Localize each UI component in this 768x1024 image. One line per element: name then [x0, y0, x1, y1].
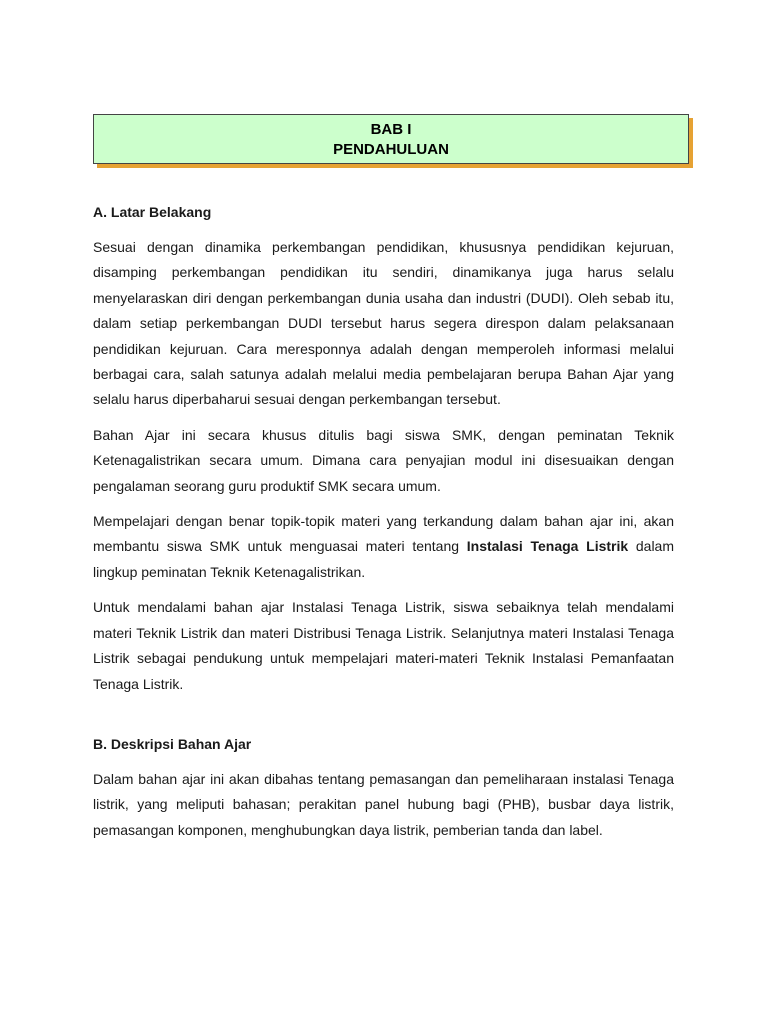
- chapter-title: PENDAHULUAN: [333, 141, 449, 158]
- chapter-title-box: [93, 114, 689, 164]
- chapter-number: BAB I: [370, 121, 412, 138]
- section-b-heading: B. Deskripsi Bahan Ajar: [93, 735, 252, 752]
- paragraph-3-bold-term: Instalasi Tenaga Listrik: [466, 538, 629, 555]
- section-a-paragraph-3: [93, 509, 674, 585]
- document-body: [93, 200, 674, 843]
- section-a-paragraph-4: Untuk mendalami bahan ajar Instalasi Tenaga Listrik, siswa sebaiknya telah mendalami materi Teknik Listrik dan materi Distribusi Tenaga Listrik. Selanjutnya materi Instalasi Tenaga Listrik sebagai pendukung untuk mempelajari materi-materi Teknik Instalasi Pemanfaatan Tenaga Listrik.: [93, 599, 674, 692]
- paragraph-3-text-end: dalam lingkup peminatan Teknik Ketenagalistrikan.: [93, 538, 675, 580]
- section-b-paragraph-1: Dalam bahan ajar ini akan dibahas tentang pemasangan dan pemeliharaan instalasi Tenaga listrik, yang meliputi bahasan; perakitan panel hubung bagi (PHB), busbar daya listrik, pemasangan komponen, menghubungkan daya listrik, pemberian tanda dan label.: [93, 770, 674, 838]
- section-a-paragraph-2: Bahan Ajar ini secara khusus ditulis bagi siswa SMK, dengan peminatan Teknik Ketenagalistrikan secara umum. Dimana cara penyajian modul ini disesuaikan dengan pengalaman seorang guru produktif SMK secara umum.: [93, 426, 674, 494]
- section-a-heading: A. Latar Belakang: [93, 204, 212, 220]
- paragraph-3-text-start: Mempelajari dengan benar topik-topik materi yang terkandung dalam bahan ajar ini, akan membantu siswa SMK untuk menguasai materi tentang: [93, 513, 674, 555]
- section-a-paragraph-1: Sesuai dengan dinamika perkembangan pendidikan, khususnya pendidikan kejuruan, disamping perkembangan pendidikan itu sendiri, dinamikanya juga harus selalu menyelaraskan diri dengan perkembangan dunia usaha dan industri (DUDI). Oleh sebab itu, dalam setiap perkembangan DUDI tersebut harus segera direspon dalam pelaksanaan pendidikan kejuruan. Cara meresponnya adalah dengan memperoleh informasi melalui berbagai cara, salah satunya adalah melalui media pembelajaran berupa Bahan Ajar yang selalu harus diperbaharui sesuai dengan perkembangan tersebut.: [93, 239, 674, 408]
